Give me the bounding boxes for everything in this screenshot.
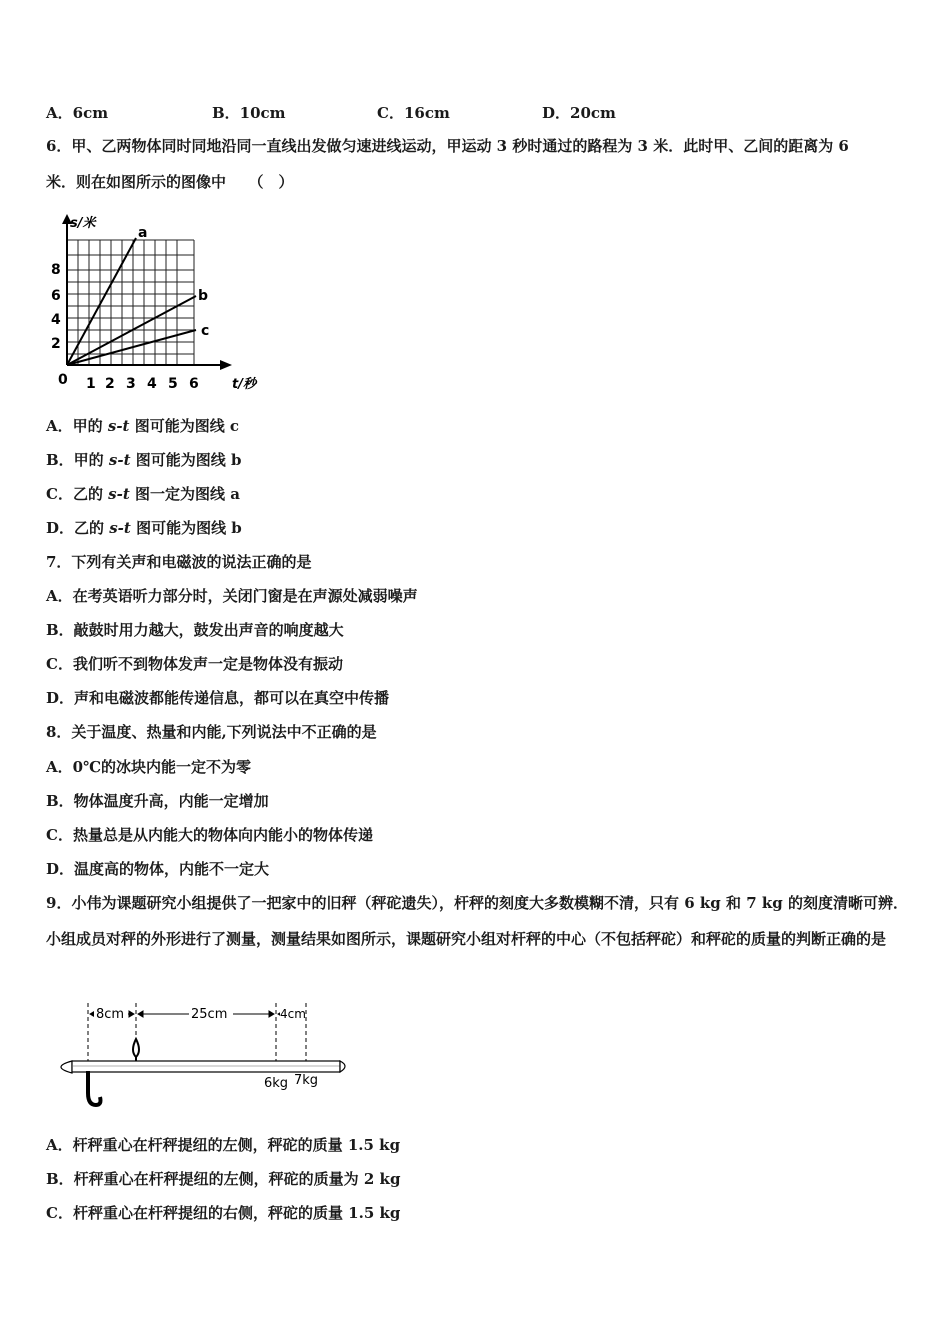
y-axis-label: s/米: [70, 216, 96, 231]
q6-option-d: D．乙的 s-t 图可能为图线 b: [46, 519, 242, 537]
x-tick-1: 1: [86, 376, 96, 392]
steelyard-tip-right: [340, 1061, 345, 1072]
steelyard-tip-left: [61, 1061, 72, 1073]
q5-option-b: B．10cm: [212, 104, 286, 122]
q8-option-d: D．温度高的物体，内能不一定大: [46, 860, 270, 878]
graph-grid: [67, 240, 194, 365]
q5-option-d: D．20cm: [542, 104, 616, 122]
q6-st-graph: [44, 210, 284, 395]
x-tick-2: 2: [105, 376, 115, 392]
x-tick-6: 6: [189, 376, 199, 392]
q7-option-c: C．我们听不到物体发声一定是物体没有振动: [46, 655, 343, 673]
origin-label: 0: [58, 372, 68, 388]
x-axis-arrow: [220, 360, 232, 370]
dim-25cm: 25cm: [191, 1007, 228, 1022]
q9-option-b: B．杆秤重心在杆秤提纽的左侧，秤砣的质量为 2 kg: [46, 1170, 401, 1188]
y-tick-4: 4: [51, 312, 61, 328]
line-c-label: c: [201, 323, 210, 339]
q5-option-a: A．6cm: [46, 104, 109, 122]
mark-7kg: 7kg: [294, 1073, 319, 1088]
q6-option-b: B．甲的 s-t 图可能为图线 b: [46, 451, 242, 469]
x-tick-3: 3: [126, 376, 136, 392]
q8-option-c: C．热量总是从内能大的物体向内能小的物体传递: [46, 826, 373, 844]
lifting-knob: [133, 1039, 139, 1057]
q9-stem: 9．小伟为课题研究小组提供了一把家中的旧秤（秤砣遗失），杆秤的刻度大多数模糊不清，只有 6 kg 和 7 kg 的刻度清晰可辨．小组成员对秤的外形进行了测量，测量结果如图所示，课题研究小组对杆秤的中心（不包括秤砣）和秤砣的质量的判断正确的是: [46, 894, 908, 948]
dim-4cm: 4cm: [280, 1007, 306, 1021]
y-tick-6: 6: [51, 288, 61, 304]
q5-option-c: C．16cm: [377, 104, 450, 122]
q6-option-c: C．乙的 s-t 图一定为图线 a: [46, 485, 240, 503]
x-axis-label: t/秒: [232, 377, 256, 392]
q6-option-a: A．甲的 s-t 图可能为图线 c: [46, 417, 240, 435]
q6-stem-line1: 6．甲、乙两物体同时同地沿同一直线出发做匀速进线运动，甲运动 3 秒时通过的路程为 3 米．此时甲、乙间的距离为 6: [46, 137, 849, 155]
q6-stem-line2: 米．则在如图所示的图像中 （ ）: [46, 173, 294, 191]
y-tick-2: 2: [51, 336, 61, 352]
steelyard-rod: [72, 1061, 340, 1072]
q7-option-d: D．声和电磁波都能传递信息，都可以在真空中传播: [46, 689, 390, 707]
q8-option-a: A．0℃的冰块内能一定不为零: [46, 758, 252, 776]
q9-option-a: A．杆秤重心在杆秤提纽的左侧，秤砣的质量 1.5 kg: [46, 1136, 401, 1154]
x-tick-4: 4: [147, 376, 157, 392]
q7-stem: 7．下列有关声和电磁波的说法正确的是: [46, 553, 312, 571]
q9-steelyard-figure: [44, 995, 364, 1115]
y-tick-8: 8: [51, 262, 61, 278]
x-tick-5: 5: [168, 376, 178, 392]
dim-8cm: 8cm: [96, 1007, 125, 1022]
q8-option-b: B．物体温度升高，内能一定增加: [46, 792, 269, 810]
hook: [88, 1071, 101, 1105]
q7-option-b: B．敲鼓时用力越大，鼓发出声音的响度越大: [46, 621, 344, 639]
mark-6kg: 6kg: [264, 1076, 289, 1091]
q9-option-c: C．杆秤重心在杆秤提纽的右侧，秤砣的质量 1.5 kg: [46, 1204, 401, 1222]
line-a-label: a: [138, 225, 148, 241]
q7-option-a: A．在考英语听力部分时，关闭门窗是在声源处减弱噪声: [46, 587, 418, 605]
q8-stem: 8．关于温度、热量和内能,下列说法中不正确的是: [46, 723, 377, 741]
line-b-label: b: [198, 288, 209, 304]
